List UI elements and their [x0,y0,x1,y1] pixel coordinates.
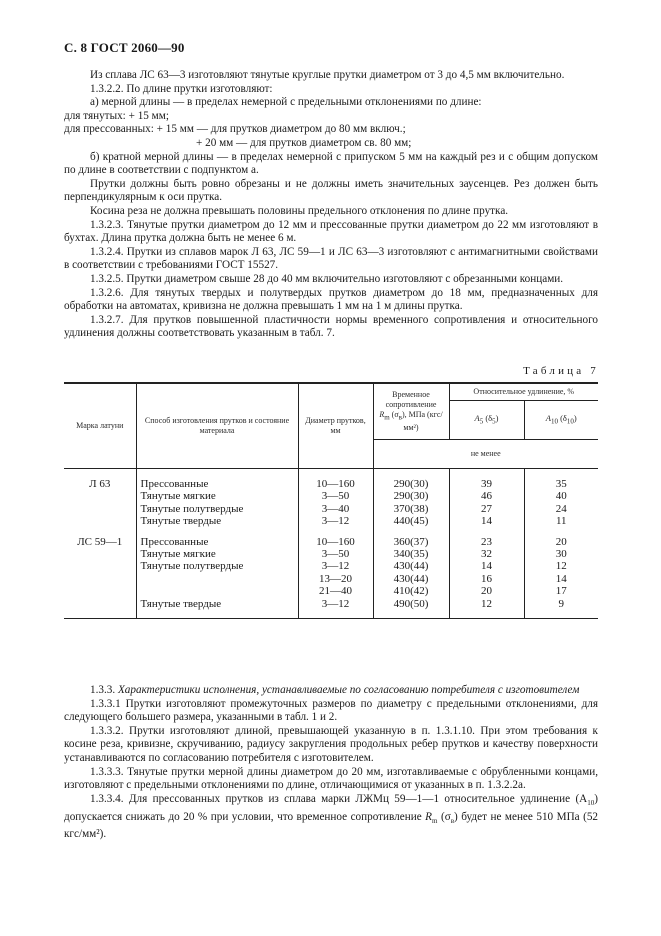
cell-diameter: 3—12 [298,515,373,527]
cell-grade [64,515,136,527]
table-cell [136,610,298,619]
paragraph: 1.3.2.7. Для прутков повышенной пластичности нормы временного сопротивления и относительного удлинения должны соответствовать указанным в табл. 7. [64,313,598,340]
cell-a10: 20 [555,535,567,548]
cell-a10: 11 [555,515,567,528]
paragraph: для тянутых: + 15 мм; [64,109,169,122]
cell-a5: 14 [449,560,524,572]
cell-a5: 16 [449,573,524,585]
table-row [64,598,598,610]
paragraph: для прессованных: + 15 мм — для прутков диаметром до 80 мм включ.; [64,123,406,136]
table-cell [298,610,373,619]
cell-strength: 340(35) [373,548,449,560]
cell-strength: 490(50) [373,598,449,610]
header-not-less: не менее [373,440,598,469]
cell-grade [64,598,136,610]
cell-diameter: 3—50 [298,490,373,502]
header-method: Способ изготовления прутков и состояние материала [136,383,298,469]
header-grade: Марка латуни [64,383,136,469]
cell-a10: 9 [558,597,564,610]
paragraph: 1.3.2.5. Прутки диаметром свыше 28 до 40 мм включительно изготовляют с обрезанными концами. [90,272,564,285]
cell-a5: 12 [449,598,524,610]
table-cell [64,610,136,619]
table-row [64,536,598,548]
cell-strength: 290(30) [373,490,449,502]
cell-diameter: 13—20 [298,573,373,585]
table-cell [449,610,524,619]
cell-grade [64,560,136,572]
paragraph: 1.3.3.4. Для прессованных прутков из сплава марки ЛЖМц 59—1—1 относительное удлинение $(A_{10})$ допускается снижать до 20 % при условии, что временное сопротивление $R_m$ $(\sigma_в)$ будет не менее 510 МПа (52 кгс/мм²). [64,792,599,841]
paragraph: 1.3.2.2. По длине прутки изготовляют: [90,82,273,95]
cell-a5: 14 [449,515,524,527]
cell-a5: 27 [449,503,524,515]
cell-method: Тянутые мягкие [136,548,298,560]
paragraph: а) мерной длины — в пределах немерной с предельными отклонениями по длине: [90,96,482,109]
paragraph: Прутки должны быть ровно обрезаны и не должны иметь значительных заусенцев. Рез должен быть перпендикулярным к оси прутка. [64,177,598,204]
table-cell [524,469,598,479]
paragraph: б) кратной мерной длины — в пределах немерной с припуском 5 мм на каждый рез и с общим допуском по длине в соответствии с подпунктом а. [64,150,598,177]
table-cell [524,528,598,536]
cell-strength: 410(42) [373,585,449,597]
cell-a10: 35 [555,478,567,490]
paragraph: 1.3.3.2. Прутки изготовляют длиной, превышающей указанную в п. 1.3.1.10. При этом требования к косине реза, кривизне, скручиванию, радиусу закругления продольных ребер прутков и качеству поверхности устанавливаются по согласованию потребителя с изготовителем. [64,724,598,764]
cell-a10: 40 [555,490,567,503]
cell-a10: 24 [555,502,567,515]
table-cell [298,469,373,479]
table-cell [449,528,524,536]
paragraph: + 20 мм — для прутков диаметром св. 80 мм; [196,136,412,149]
header-strength: Временное сопротивление Rm (σв), МПа (кгс/мм²) [373,383,449,440]
table-row [64,503,598,515]
cell-diameter: 10—160 [298,536,373,548]
cell-method: Прессованные [136,536,298,548]
paragraph: 1.3.3.1 Прутки изготовляют промежуточных размеров по диаметру с предельными отклонениями, для следующего большего размера, указанными в табл. 1 и 2. [64,697,598,724]
body-section-2 [64,684,598,842]
table-cell [136,528,298,536]
cell-grade [64,548,136,560]
cell-strength: 440(45) [373,515,449,527]
paragraph: Из сплава ЛС 63—3 изготовляют тянутые круглые прутки диаметром от 3 до 4,5 мм включительно. [90,69,565,81]
table-caption: Таблица 7 [523,365,599,377]
cell-grade [64,573,136,585]
paragraph: Косина реза не должна превышать половины предельного отклонения по длине прутка. [90,204,509,217]
cell-a5: 23 [449,536,524,548]
cell-a10: 14 [555,572,567,585]
cell-grade [64,585,136,597]
page-header: С. 8 ГОСТ 2060—90 [64,40,185,55]
paragraph: 1.3.2.3. Тянутые прутки диаметром до 12 мм и прессованные прутки диаметром до 22 мм изготовляют в бухтах. Длина прутка должна быть не менее 6 м. [64,218,598,245]
table-spacer-row [64,610,598,619]
table-row [64,560,598,572]
properties-table [64,382,598,619]
cell-method [136,573,298,585]
table-cell [64,469,136,479]
table-row [64,573,598,585]
cell-a10: 17 [555,585,567,598]
table-row [64,478,598,490]
cell-grade [64,503,136,515]
cell-diameter: 3—50 [298,548,373,560]
header-elongation: Относительное удлинение, % [449,383,598,401]
cell-strength: 360(37) [373,536,449,548]
cell-strength: 430(44) [373,573,449,585]
cell-diameter: 3—12 [298,598,373,610]
cell-diameter: 3—12 [298,560,373,572]
cell-method: Тянутые твердые [136,598,298,610]
paragraph: 1.3.2.4. Прутки из сплавов марок Л 63, ЛС 59—1 и ЛС 63—3 изготовляют с антимагнитными свойствами в соответствии с требованиями ГОСТ 15527. [64,245,598,272]
cell-strength: 370(38) [373,503,449,515]
table-cell [298,528,373,536]
cell-grade: Л 63 [64,478,136,490]
cell-method: Тянутые полутвердые [136,560,298,572]
table-spacer-row [64,528,598,536]
cell-method: Прессованные [136,478,298,490]
cell-diameter: 21—40 [298,585,373,597]
cell-diameter: 10—160 [298,478,373,490]
table-cell [373,469,449,479]
cell-method: Тянутые мягкие [136,490,298,502]
cell-grade [64,490,136,502]
table-spacer-row [64,469,598,479]
cell-a10: 12 [555,560,567,573]
table-cell [373,528,449,536]
table-row [64,548,598,560]
header-diameter: Диаметр прутков, мм [298,383,373,469]
cell-a5: 39 [449,478,524,490]
cell-a5: 20 [449,585,524,597]
table-row [64,585,598,597]
cell-strength: 430(44) [373,560,449,572]
cell-grade: ЛС 59—1 [64,536,136,548]
cell-method [136,585,298,597]
table-cell [64,528,136,536]
body-section-1 [64,69,598,341]
cell-a5: 46 [449,490,524,502]
section-heading: 1.3.3. Характеристики исполнения, устанавливаемые по согласованию потребителя с изготовителем [90,684,580,696]
cell-strength: 290(30) [373,478,449,490]
cell-a5: 32 [449,548,524,560]
header-a10: $A_{10}$ $(\delta_{10})$ [524,401,598,440]
table-cell [524,610,598,619]
cell-a10: 30 [555,548,567,561]
table-row [64,515,598,527]
paragraph: 1.3.2.6. Для тянутых твердых и полутвердых прутков диаметром до 18 мм, предназначенных для обработки на автоматах, кривизна не должна превышать 1 мм на 1 м длины прутка. [64,286,598,313]
cell-method: Тянутые твердые [136,515,298,527]
table-row [64,490,598,502]
table-cell [449,469,524,479]
table-cell [136,469,298,479]
table-cell [373,610,449,619]
paragraph: 1.3.3.3. Тянутые прутки мерной длины диаметром до 20 мм, изготавливаемые с обрубленными концами, изготовляют с предельными отклонениями по длине, отличающимися от указанных в п. 1.3.2.2а. [64,765,598,792]
cell-method: Тянутые полутвердые [136,503,298,515]
cell-diameter: 3—40 [298,503,373,515]
header-a5: $A_5$ $(\delta_5)$ [449,401,524,440]
